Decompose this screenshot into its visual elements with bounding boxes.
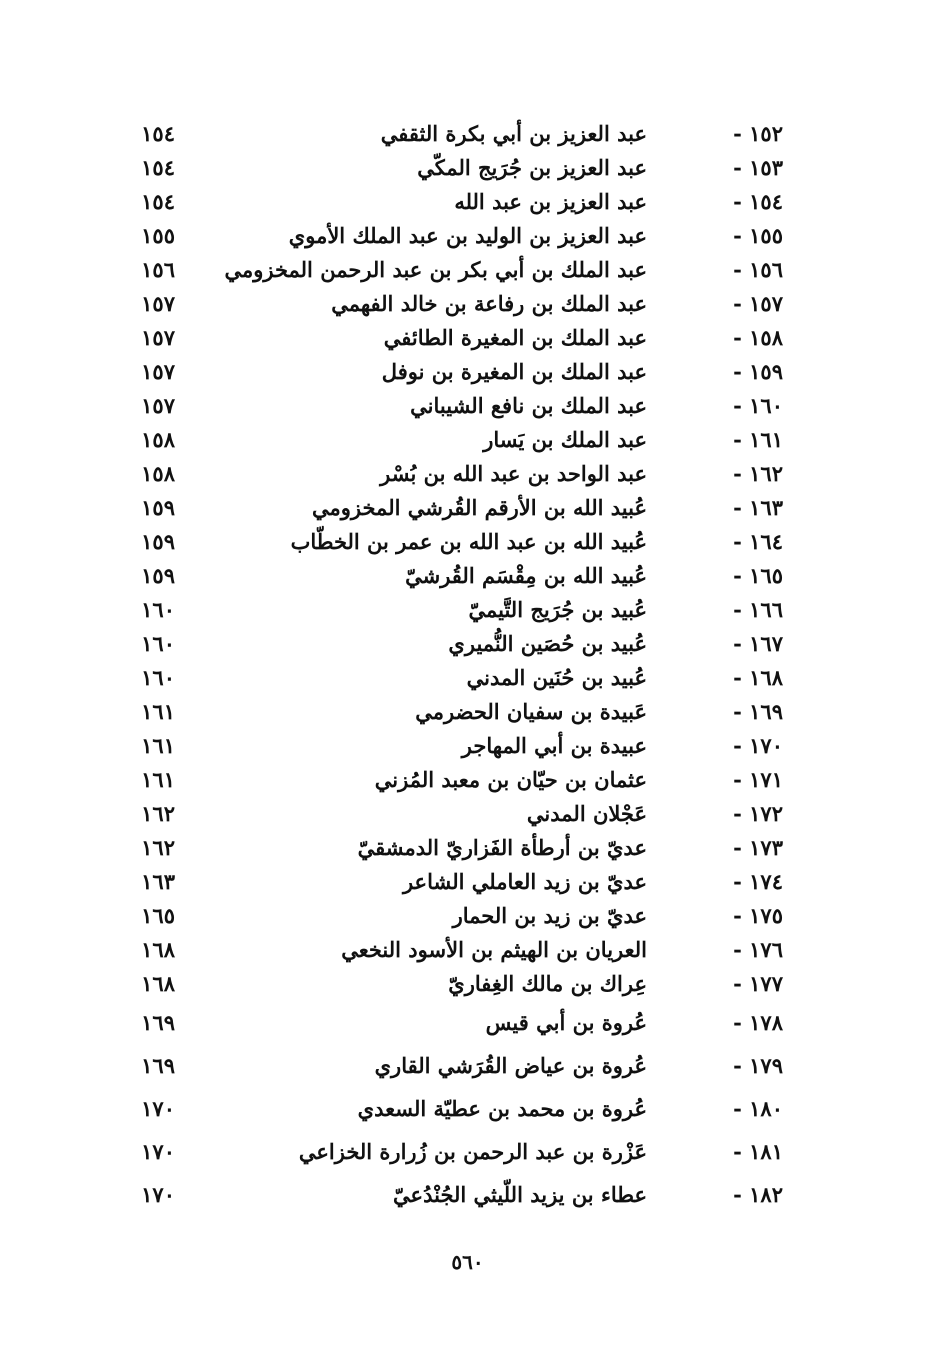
- entry-number: ١٥٨ -: [733, 325, 783, 350]
- entry-number: ١٥٣ -: [733, 155, 783, 180]
- entry-number: ١٦٢ -: [733, 461, 783, 486]
- entry-name: عُبيد الله بن مِقْسَم القُرشيّ: [405, 563, 647, 588]
- entry-number: ١٧٦ -: [733, 937, 783, 962]
- entry-name: عُبيد بن جُرَيج التَّيميّ: [468, 597, 647, 622]
- index-row: [0, 1092, 935, 1126]
- entry-number: ١٨١ -: [733, 1139, 783, 1164]
- entry-page: ١٥٤: [141, 121, 175, 146]
- entry-name: عبد الملك بن يَسار: [483, 427, 647, 452]
- entry-page: ١٥٨: [141, 461, 175, 486]
- entry-number: ١٦٠ -: [733, 393, 783, 418]
- entry-name: عبد العزيز بن عبد الله: [454, 189, 647, 214]
- entry-page: ١٦١: [141, 733, 175, 758]
- entry-name: عبد العزيز بن أبي بكرة الثقفي: [380, 121, 647, 146]
- entry-name: عبد العزيز بن الوليد بن عبد الملك الأموي: [288, 223, 647, 248]
- entry-name: عبيدة بن أبي المهاجر: [461, 733, 647, 758]
- entry-number: ١٧١ -: [733, 767, 783, 792]
- index-row: [0, 559, 935, 593]
- index-row: [0, 593, 935, 627]
- entry-page: ١٥٨: [141, 427, 175, 452]
- index-row: [0, 185, 935, 219]
- index-row: [0, 219, 935, 253]
- index-row: [0, 117, 935, 151]
- index-row: [0, 253, 935, 287]
- entry-name: عطاء بن يزيد اللّيثي الجُنْدُعيّ: [393, 1182, 647, 1207]
- page-number: ٥٦٠: [451, 1250, 484, 1274]
- index-row: [0, 967, 935, 1001]
- index-row: [0, 287, 935, 321]
- entry-page: ١٥٩: [141, 563, 175, 588]
- entry-page: ١٦٢: [141, 801, 175, 826]
- entry-name: عُروة بن محمد بن عطيّة السعدي: [357, 1096, 647, 1121]
- index-row: [0, 389, 935, 423]
- entry-number: ١٦٧ -: [733, 631, 783, 656]
- entry-name: عديّ بن زيد العاملي الشاعر: [402, 869, 647, 894]
- entry-number: ١٥٢ -: [733, 121, 783, 146]
- entry-number: ١٦٩ -: [733, 699, 783, 724]
- index-row: [0, 695, 935, 729]
- entry-name: عُبيد الله بن الأرقم القُرشي المخزومي: [312, 495, 647, 520]
- entry-page: ١٦١: [141, 699, 175, 724]
- entry-page: ١٥٧: [141, 291, 175, 316]
- entry-name: عبد الملك بن المغيرة الطائفي: [383, 325, 647, 350]
- entry-page: ١٦١: [141, 767, 175, 792]
- entry-name: عبد الواحد بن عبد الله بن بُسْر: [380, 461, 647, 486]
- entry-name: عُروة بن أبي قيس: [485, 1010, 647, 1035]
- index-row: [0, 1049, 935, 1083]
- entry-number: ١٦٣ -: [733, 495, 783, 520]
- entry-number: ١٥٧ -: [733, 291, 783, 316]
- entry-name: عبد العزيز بن جُرَيج المكّي: [417, 155, 647, 180]
- index-row: [0, 933, 935, 967]
- entry-number: ١٧٢ -: [733, 801, 783, 826]
- entry-page: ١٧٠: [141, 1096, 175, 1121]
- index-row: [0, 491, 935, 525]
- entry-number: ١٦٦ -: [733, 597, 783, 622]
- entry-number: ١٧٣ -: [733, 835, 783, 860]
- index-row: [0, 1135, 935, 1169]
- entry-number: ١٥٩ -: [733, 359, 783, 384]
- entry-number: ١٧٠ -: [733, 733, 783, 758]
- index-row: [0, 729, 935, 763]
- entry-number: ١٦١ -: [733, 427, 783, 452]
- entry-page: ١٦٠: [141, 597, 175, 622]
- entry-page: ١٥٤: [141, 155, 175, 180]
- entry-number: ١٥٥ -: [733, 223, 783, 248]
- entry-name: عبد الملك بن أبي بكر بن عبد الرحمن المخزومي: [224, 257, 647, 282]
- entry-name: عُروة بن عياض القُرَشي القاري: [374, 1053, 647, 1078]
- entry-page: ١٥٩: [141, 495, 175, 520]
- index-row: [0, 355, 935, 389]
- index-row: [0, 763, 935, 797]
- index-row: [0, 457, 935, 491]
- entry-page: ١٥٧: [141, 393, 175, 418]
- entry-number: ١٧٩ -: [733, 1053, 783, 1078]
- entry-number: ١٦٤ -: [733, 529, 783, 554]
- index-row: [0, 797, 935, 831]
- entry-page: ١٦٣: [141, 869, 175, 894]
- entry-page: ١٥٤: [141, 189, 175, 214]
- entry-page: ١٧٠: [141, 1139, 175, 1164]
- entry-page: ١٥٧: [141, 359, 175, 384]
- entry-number: ١٧٤ -: [733, 869, 783, 894]
- entry-number: ١٨٢ -: [733, 1182, 783, 1207]
- entry-page: ١٦٢: [141, 835, 175, 860]
- entry-number: ١٧٥ -: [733, 903, 783, 928]
- entry-page: ١٦٠: [141, 665, 175, 690]
- index-row: [0, 1006, 935, 1040]
- entry-number: ١٦٥ -: [733, 563, 783, 588]
- entry-name: عثمان بن حيّان بن معبد المُزني: [374, 767, 647, 792]
- entry-page: ١٦٥: [141, 903, 175, 928]
- entry-name: عبد الملك بن رفاعة بن خالد الفهمي: [331, 291, 647, 316]
- entry-page: ١٥٥: [141, 223, 175, 248]
- index-row: [0, 525, 935, 559]
- entry-page: ١٧٠: [141, 1182, 175, 1207]
- entry-page: ١٥٧: [141, 325, 175, 350]
- entry-number: ١٨٠ -: [733, 1096, 783, 1121]
- entry-name: عَبيدة بن سفيان الحضرمي: [415, 699, 647, 724]
- entry-name: عَزْرة بن عبد الرحمن بن زُرارة الخزاعي: [298, 1139, 647, 1164]
- index-row: [0, 865, 935, 899]
- entry-name: عِراك بن مالك الغِفاريّ: [448, 971, 647, 996]
- index-row: [0, 661, 935, 695]
- index-row: [0, 423, 935, 457]
- entry-page: ١٦٩: [141, 1010, 175, 1035]
- entry-number: ١٧٨ -: [733, 1010, 783, 1035]
- entry-page: ١٦٠: [141, 631, 175, 656]
- index-row: [0, 627, 935, 661]
- entry-page: ١٦٨: [141, 937, 175, 962]
- entry-page: ١٦٨: [141, 971, 175, 996]
- entry-page: ١٥٦: [141, 257, 175, 282]
- entry-name: عديّ بن أرطأة الفَزاريّ الدمشقيّ: [357, 835, 647, 860]
- entry-number: ١٥٦ -: [733, 257, 783, 282]
- entry-name: عُبيد بن حُصَين النُّميري: [448, 631, 647, 656]
- entry-number: ١٦٨ -: [733, 665, 783, 690]
- entry-name: عبد الملك بن نافع الشيباني: [410, 393, 647, 418]
- entry-number: ١٥٤ -: [733, 189, 783, 214]
- index-row: [0, 831, 935, 865]
- index-row: [0, 151, 935, 185]
- entry-name: عُبيد الله بن عبد الله بن عمر بن الخطّاب: [290, 529, 647, 554]
- entry-name: عُبيد بن حُنَين المدني: [466, 665, 647, 690]
- entry-name: العريان بن الهيثم بن الأسود النخعي: [341, 937, 647, 962]
- entry-name: عَجْلان المدني: [526, 801, 647, 826]
- index-row: [0, 321, 935, 355]
- entry-page: ١٦٩: [141, 1053, 175, 1078]
- entry-name: عديّ بن زيد بن الحمار: [452, 903, 647, 928]
- index-row: [0, 1178, 935, 1212]
- entry-page: ١٥٩: [141, 529, 175, 554]
- entry-name: عبد الملك بن المغيرة بن نوفل: [381, 359, 647, 384]
- index-row: [0, 899, 935, 933]
- entry-number: ١٧٧ -: [733, 971, 783, 996]
